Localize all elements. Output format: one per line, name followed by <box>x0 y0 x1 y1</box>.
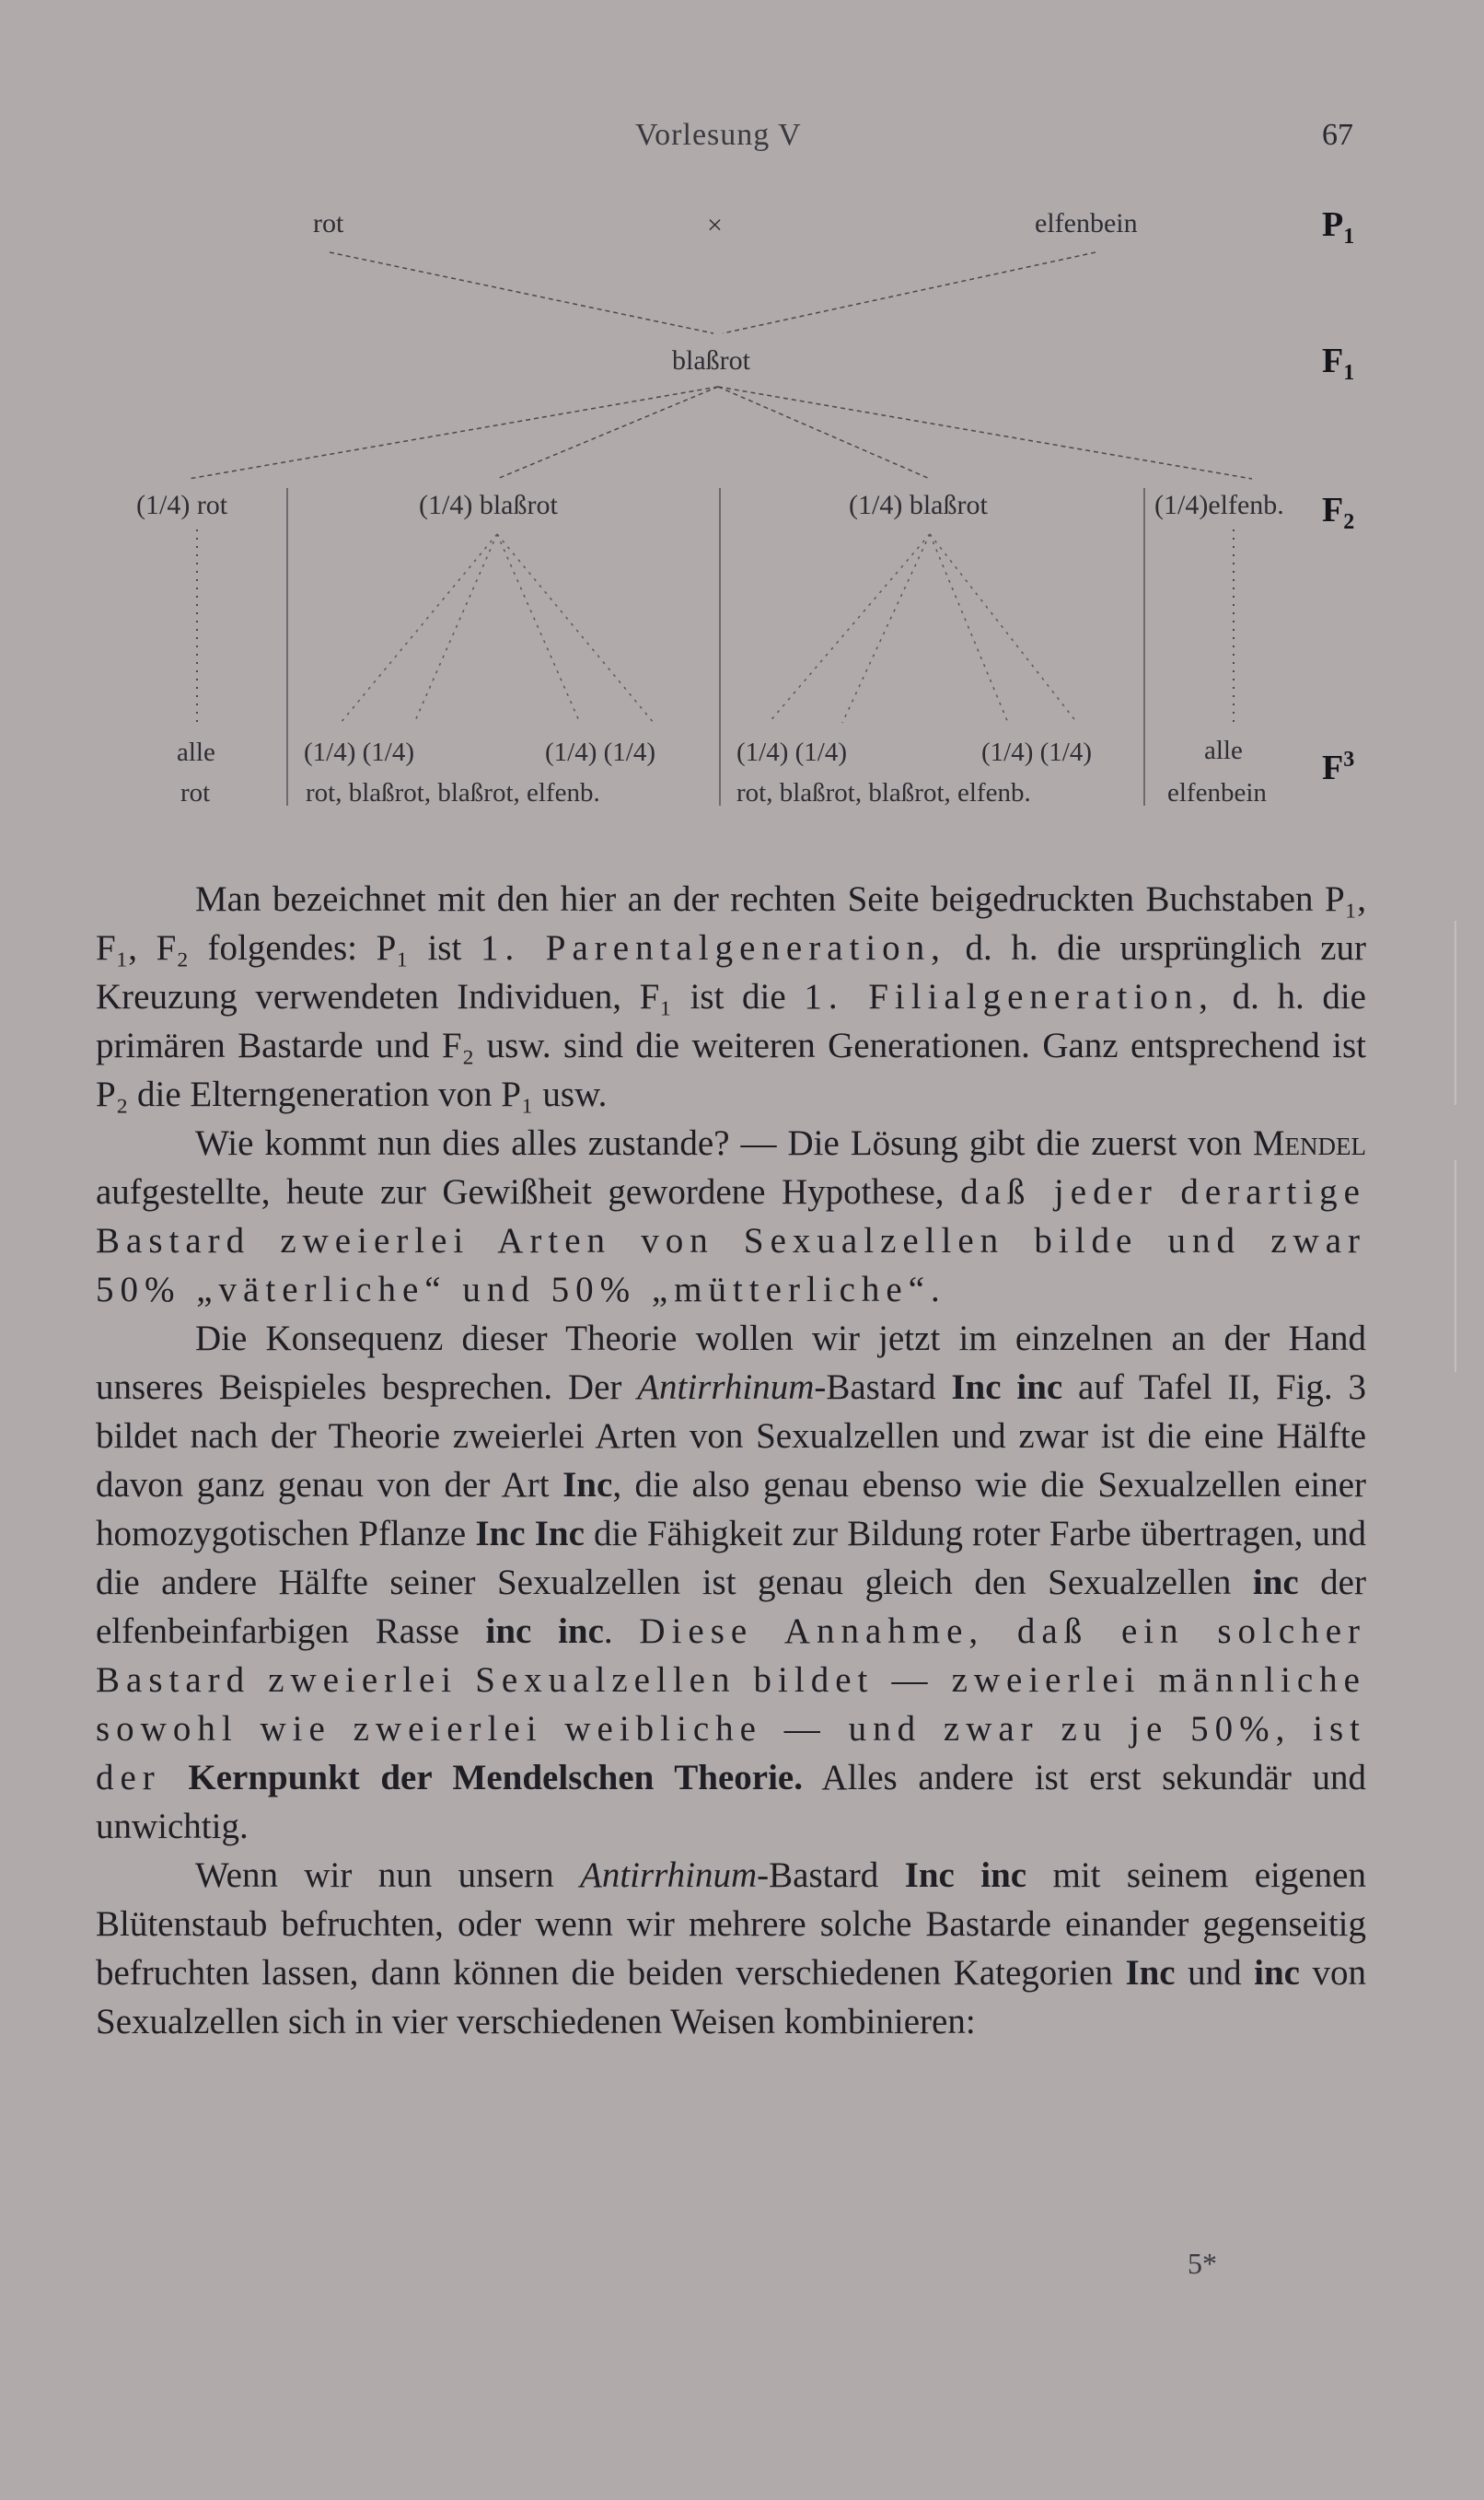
p4-text-e: von Sexualzellen sich in vier verschiedenen Weisen kombinieren: <box>96 1953 1367 2041</box>
p4-text-d: und <box>1175 1953 1255 1993</box>
col2-fan-line-3 <box>497 534 580 723</box>
p1-filialgeneration: 1. Filialgeneration, <box>804 977 1214 1017</box>
p4-incinc: Inc inc <box>904 1855 1027 1895</box>
p3-assumption: Diese Annahme, daß ein solcher Bastard zweierlei Sexualzellen bildet — zweierlei männliche sowohl wie zweierlei weibliche — und zwar zu je 50%, ist der <box>96 1611 1366 1797</box>
f1-to-f2-line-1 <box>189 387 718 479</box>
p3-text-f: der elfenbeinfarbigen Rasse <box>96 1563 1366 1651</box>
f3-col1-bottom: rot <box>180 778 211 808</box>
p2-mendel: Mendel <box>1252 1123 1366 1163</box>
f3-col2-fractions-b: (1/4) (1/4) <box>545 738 655 767</box>
p3-text-c: auf Tafel II, Fig. 3 bildet nach der Theorie zweierlei Arten von Sexualzellen und zwar ist die eine Hälfte davon ganz genau von der Art <box>96 1367 1367 1505</box>
p3-text-d: , die also genau ebenso wie die Sexualzellen einer homozygotischen Pflanze <box>96 1465 1367 1553</box>
f2-col3-label: (1/4) blaßrot <box>849 490 988 520</box>
body-text <box>96 875 1366 2046</box>
f1-label: blaßrot <box>672 345 750 376</box>
p3-text-i: Alles andere ist erst sekundär und unwichtig. <box>96 1758 1367 1846</box>
f3-col3-bottom: rot, blaßrot, blaßrot, elfenb. <box>736 778 1031 808</box>
paragraph-4 <box>96 1851 1366 2046</box>
p2-hypothesis: daß jeder derartige Bastard zweierlei Arten von Sexualzellen bilde und zwar 50% „väterliche“ und 50% „mütterliche“. <box>96 1172 1366 1309</box>
col2-fan-line-2 <box>414 534 497 723</box>
p1-text-c: d. h. die ursprünglich zur Kreuzung verwendeten Individuen, F₁ ist die <box>96 928 1367 1017</box>
page-number: 67 <box>1322 118 1353 152</box>
f3-col4-bottom: elfenbein <box>1167 778 1267 808</box>
col3-fan-line-1 <box>769 534 930 723</box>
p3-incinc: Inc inc <box>951 1367 1063 1407</box>
f1-to-f2-line-3 <box>718 387 930 479</box>
f3-col3-fractions-a: (1/4) (1/4) <box>736 738 847 767</box>
p2-text-b: aufgestellte, heute zur Gewißheit gewordene Hypothese, <box>96 1172 961 1212</box>
f1-to-f2-line-4 <box>718 387 1252 479</box>
p1-text-a: Man bezeichnet mit den hier an der rechten Seite beigedruckten Buchstaben P₁, F₁, F₂ folgendes: P₁ ist <box>96 879 1366 968</box>
f3-col2-fractions-a: (1/4) (1/4) <box>304 738 414 767</box>
p1-parentalgeneration: 1. Parentalgeneration, <box>480 928 946 968</box>
col2-fan-line-4 <box>497 534 654 723</box>
cross-symbol: × <box>707 210 723 240</box>
p4-text-b: -Bastard <box>757 1855 905 1895</box>
running-title: Vorlesung V <box>635 118 802 152</box>
f3-col2-bottom: rot, blaßrot, blaßrot, elfenb. <box>306 778 600 808</box>
p3-incinc-2: Inc Inc <box>475 1514 585 1553</box>
p1-left-to-f1-line <box>330 252 713 333</box>
f2-col1-label: (1/4) rot <box>136 490 228 520</box>
p3-text-g: . <box>603 1611 640 1651</box>
page-edge-shadow-2 <box>1455 1160 1484 1372</box>
f3-col1-top: alle <box>177 738 215 767</box>
f3-col4-top: alle <box>1204 736 1243 765</box>
f1-to-f2-line-2 <box>497 387 718 479</box>
paragraph-1 <box>96 875 1366 1119</box>
p3-antirrhinum: Antirrhinum <box>637 1367 815 1407</box>
paragraph-2 <box>96 1119 1366 1314</box>
p4-text-a: Wenn wir nun unsern <box>195 1855 581 1895</box>
f2-col2-label: (1/4) blaßrot <box>419 490 558 520</box>
gen-f3-label: $F^3$ <box>1322 748 1355 787</box>
gen-f2-label: $F_2$ <box>1322 491 1355 534</box>
p3-kernpunkt: Kernpunkt der Mendelschen Theorie. <box>188 1758 803 1797</box>
p4-text-c: mit seinem eigenen Blütenstaub befruchten, oder wenn wir mehrere solche Bastarde einander gegenseitig befruchten lassen, dann können die beiden verschiedenen Kategorien <box>96 1855 1366 1993</box>
f2-col4-label: (1/4)elfenb. <box>1154 490 1284 520</box>
p3-inc: Inc <box>562 1465 613 1505</box>
p4-antirrhinum: Antirrhinum <box>580 1855 758 1895</box>
col3-fan-line-3 <box>930 534 1008 723</box>
col3-fan-line-2 <box>842 534 930 723</box>
p2-text-a: Wie kommt nun dies alles zustande? — Die Lösung gibt die zuerst von <box>195 1123 1253 1163</box>
p4-inc-2: inc <box>1254 1953 1300 1993</box>
p4-inc: Inc <box>1125 1953 1176 1993</box>
signature-mark: 5* <box>1188 2247 1217 2280</box>
p1-right-label: elfenbein <box>1035 208 1138 238</box>
p3-incinc-3: inc inc <box>485 1611 604 1651</box>
p1-text-e: d. h. die primären Bastarde und F₂ usw. sind die weiteren Generationen. Ganz entsprechend ist P₂ die Elterngeneration von P₁ usw. <box>96 977 1366 1114</box>
p1-left-label: rot <box>313 208 344 238</box>
f3-col3-fractions-b: (1/4) (1/4) <box>981 738 1092 767</box>
gen-f1-label: $F_1$ <box>1322 342 1355 385</box>
col2-fan-line-1 <box>341 534 497 723</box>
paragraph-3 <box>96 1314 1366 1851</box>
col3-fan-line-4 <box>930 534 1077 723</box>
p3-text-e: die Fähigkeit zur Bildung roter Farbe übertragen, und die andere Hälfte seiner Sexualzellen ist genau gleich den Sexualzellen <box>96 1514 1366 1602</box>
p3-inc-small: inc <box>1252 1563 1299 1602</box>
gen-p1-label: $P_1$ <box>1322 205 1355 249</box>
inheritance-diagram <box>0 0 1484 829</box>
page-edge-shadow <box>1455 921 1484 1105</box>
p1-right-to-f1-line <box>723 252 1096 333</box>
p3-text-b: -Bastard <box>814 1367 952 1407</box>
p3-text-a: Die Konsequenz dieser Theorie wollen wir jetzt im einzelnen an der Hand unseres Beispieles besprechen. Der <box>96 1319 1366 1407</box>
